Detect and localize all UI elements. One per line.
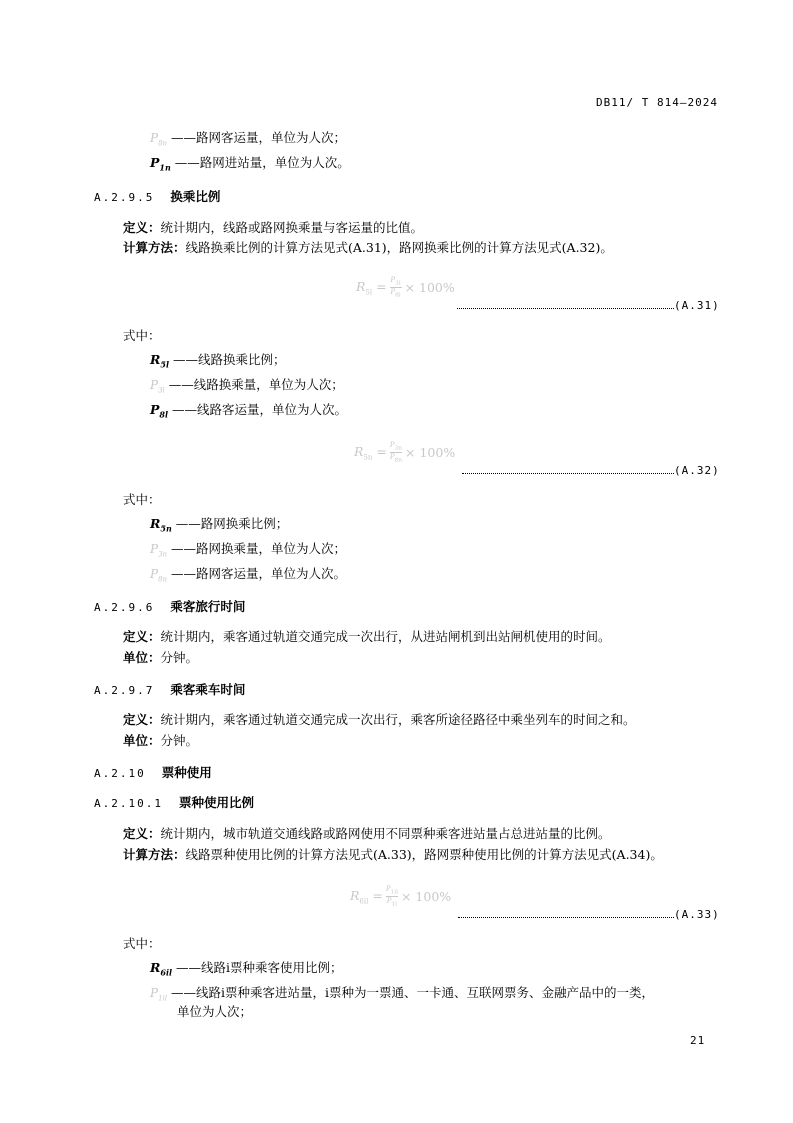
dot-leader (458, 909, 674, 918)
var-row (150, 516, 288, 537)
def-text: 统计期内，线路或路网换乘量与客运量的比值。 (160, 220, 424, 235)
calc-method (123, 240, 613, 256)
var-desc-continuation: 单位为人次； (177, 1004, 253, 1019)
equation-number: (A.31) (674, 299, 720, 312)
fraction: $\frac{P_{3n}}{P_{8n}}$ (389, 441, 403, 464)
var-desc: ——路网换乘量，单位为人次； (171, 541, 347, 556)
unit-text: 分钟。 (160, 650, 199, 665)
unit-label: 单位： (123, 650, 161, 665)
unit-text: 分钟。 (160, 733, 199, 748)
calc-text: 线路票种使用比例的计算方法见式(A.33)，路网票种使用比例的计算方法见式(A.34)。 (185, 847, 663, 862)
symbol-r5n: $R_{5n}$ (150, 516, 172, 534)
var-desc: ——路网进站量，单位为人次。 (174, 155, 350, 170)
equation-leader (458, 903, 720, 922)
def-text: 统计期内，城市轨道交通线路或路网使用不同票种乘客进站量占总进站量的比例。 (160, 826, 611, 841)
equation-a32 (354, 441, 455, 465)
symbol-p1n: $P_{1n}$ (150, 155, 171, 173)
section-title: 票种使用比例 (178, 795, 254, 810)
section-heading-a296 (94, 599, 245, 616)
var-row (150, 541, 346, 562)
def-label: 定义： (123, 220, 161, 235)
def-label: 定义： (123, 712, 161, 727)
section-heading-a295 (94, 189, 220, 206)
section-heading-a2101 (94, 795, 254, 812)
where-label: 式中： (123, 492, 161, 507)
var-desc: ——线路i票种乘客进站量，i票种为一票通、一卡通、互联网票务、金融产品中的一类， (171, 985, 654, 1000)
calc-label: 计算方法： (123, 847, 186, 862)
definition (123, 220, 423, 236)
section-number: A.2.9.5 (94, 191, 155, 204)
equation-leader (462, 459, 720, 478)
dot-leader (457, 300, 674, 309)
var-row (150, 566, 346, 587)
eq-lhs: $R_{5l}$ = (356, 279, 387, 297)
section-title: 乘客旅行时间 (170, 599, 246, 614)
fraction: $\frac{P_{3l}}{P_{8l}}$ (390, 276, 401, 299)
eq-tail: × 100% (405, 445, 456, 461)
unit-label: 单位： (123, 733, 161, 748)
var-desc: ——线路客运量，单位为人次。 (172, 402, 348, 417)
document-id: DB11/ T 814—2024 (596, 96, 718, 109)
eq-lhs: $R_{6il}$ = (350, 888, 383, 906)
page-number: 21 (690, 1034, 706, 1047)
unit (123, 733, 198, 749)
var-row (150, 352, 286, 373)
section-title: 换乘比例 (170, 189, 221, 204)
def-label: 定义： (123, 826, 161, 841)
var-row (150, 377, 344, 398)
def-label: 定义： (123, 629, 161, 644)
calc-text: 线路换乘比例的计算方法见式(A.31)，路网换乘比例的计算方法见式(A.32)。 (185, 240, 613, 255)
var-row (150, 960, 343, 981)
where-label: 式中： (123, 936, 161, 951)
symbol-p8n: $P_{8n}$ (150, 567, 168, 584)
var-desc: ——路网客运量，单位为人次； (171, 130, 347, 145)
var-desc: ——路网换乘比例； (175, 516, 289, 531)
symbol-p8n: $P_{8n}$ (150, 131, 168, 148)
var-row (150, 155, 350, 176)
section-heading-a297 (94, 682, 245, 699)
section-title: 票种使用 (161, 765, 212, 780)
section-number: A.2.10 (94, 767, 146, 780)
var-desc: ——线路换乘比例； (172, 352, 286, 367)
calc-label: 计算方法： (123, 240, 186, 255)
definition (123, 826, 611, 842)
equation-a31 (356, 276, 455, 300)
definition (123, 629, 611, 645)
symbol-p3l: $P_{3l}$ (150, 378, 165, 395)
var-desc: ——路网客运量，单位为人次。 (171, 566, 347, 581)
section-number: A.2.9.6 (94, 601, 155, 614)
def-text: 统计期内，乘客通过轨道交通完成一次出行，乘客所途径路径中乘坐列车的时间之和。 (160, 712, 636, 727)
eq-tail: × 100% (404, 280, 455, 296)
definition (123, 712, 636, 728)
where-label: 式中： (123, 328, 161, 343)
calc-method (123, 847, 663, 863)
dot-leader (462, 465, 674, 474)
unit (123, 650, 198, 666)
section-heading-a210 (94, 765, 212, 782)
var-row (150, 402, 347, 423)
equation-number: (A.32) (674, 464, 720, 477)
eq-tail: × 100% (400, 889, 452, 905)
eq-lhs: $R_{5n}$ = (354, 444, 387, 462)
symbol-p1il: $P_{1il}$ (150, 986, 168, 1003)
var-desc: ——线路换乘量，单位为人次； (168, 377, 344, 392)
equation-leader (457, 294, 720, 313)
section-number: A.2.9.7 (94, 684, 155, 697)
symbol-p3n: $P_{3n}$ (150, 542, 168, 559)
var-row (150, 130, 346, 151)
symbol-r6il: $R_{6il}$ (150, 960, 173, 978)
section-title: 乘客乘车时间 (170, 682, 246, 697)
symbol-r5l: $R_{5l}$ (150, 352, 169, 370)
equation-number: (A.33) (674, 908, 720, 921)
fraction: $\frac{P_{1il}}{P_{1l}}$ (385, 885, 398, 908)
equation-a33 (350, 885, 451, 909)
section-number: A.2.10.1 (94, 797, 163, 810)
var-desc: ——线路i票种乘客使用比例； (176, 960, 343, 975)
def-text: 统计期内，乘客通过轨道交通完成一次出行，从进站闸机到出站闸机使用的时间。 (160, 629, 611, 644)
symbol-p8l: $P_{8l}$ (150, 402, 169, 420)
